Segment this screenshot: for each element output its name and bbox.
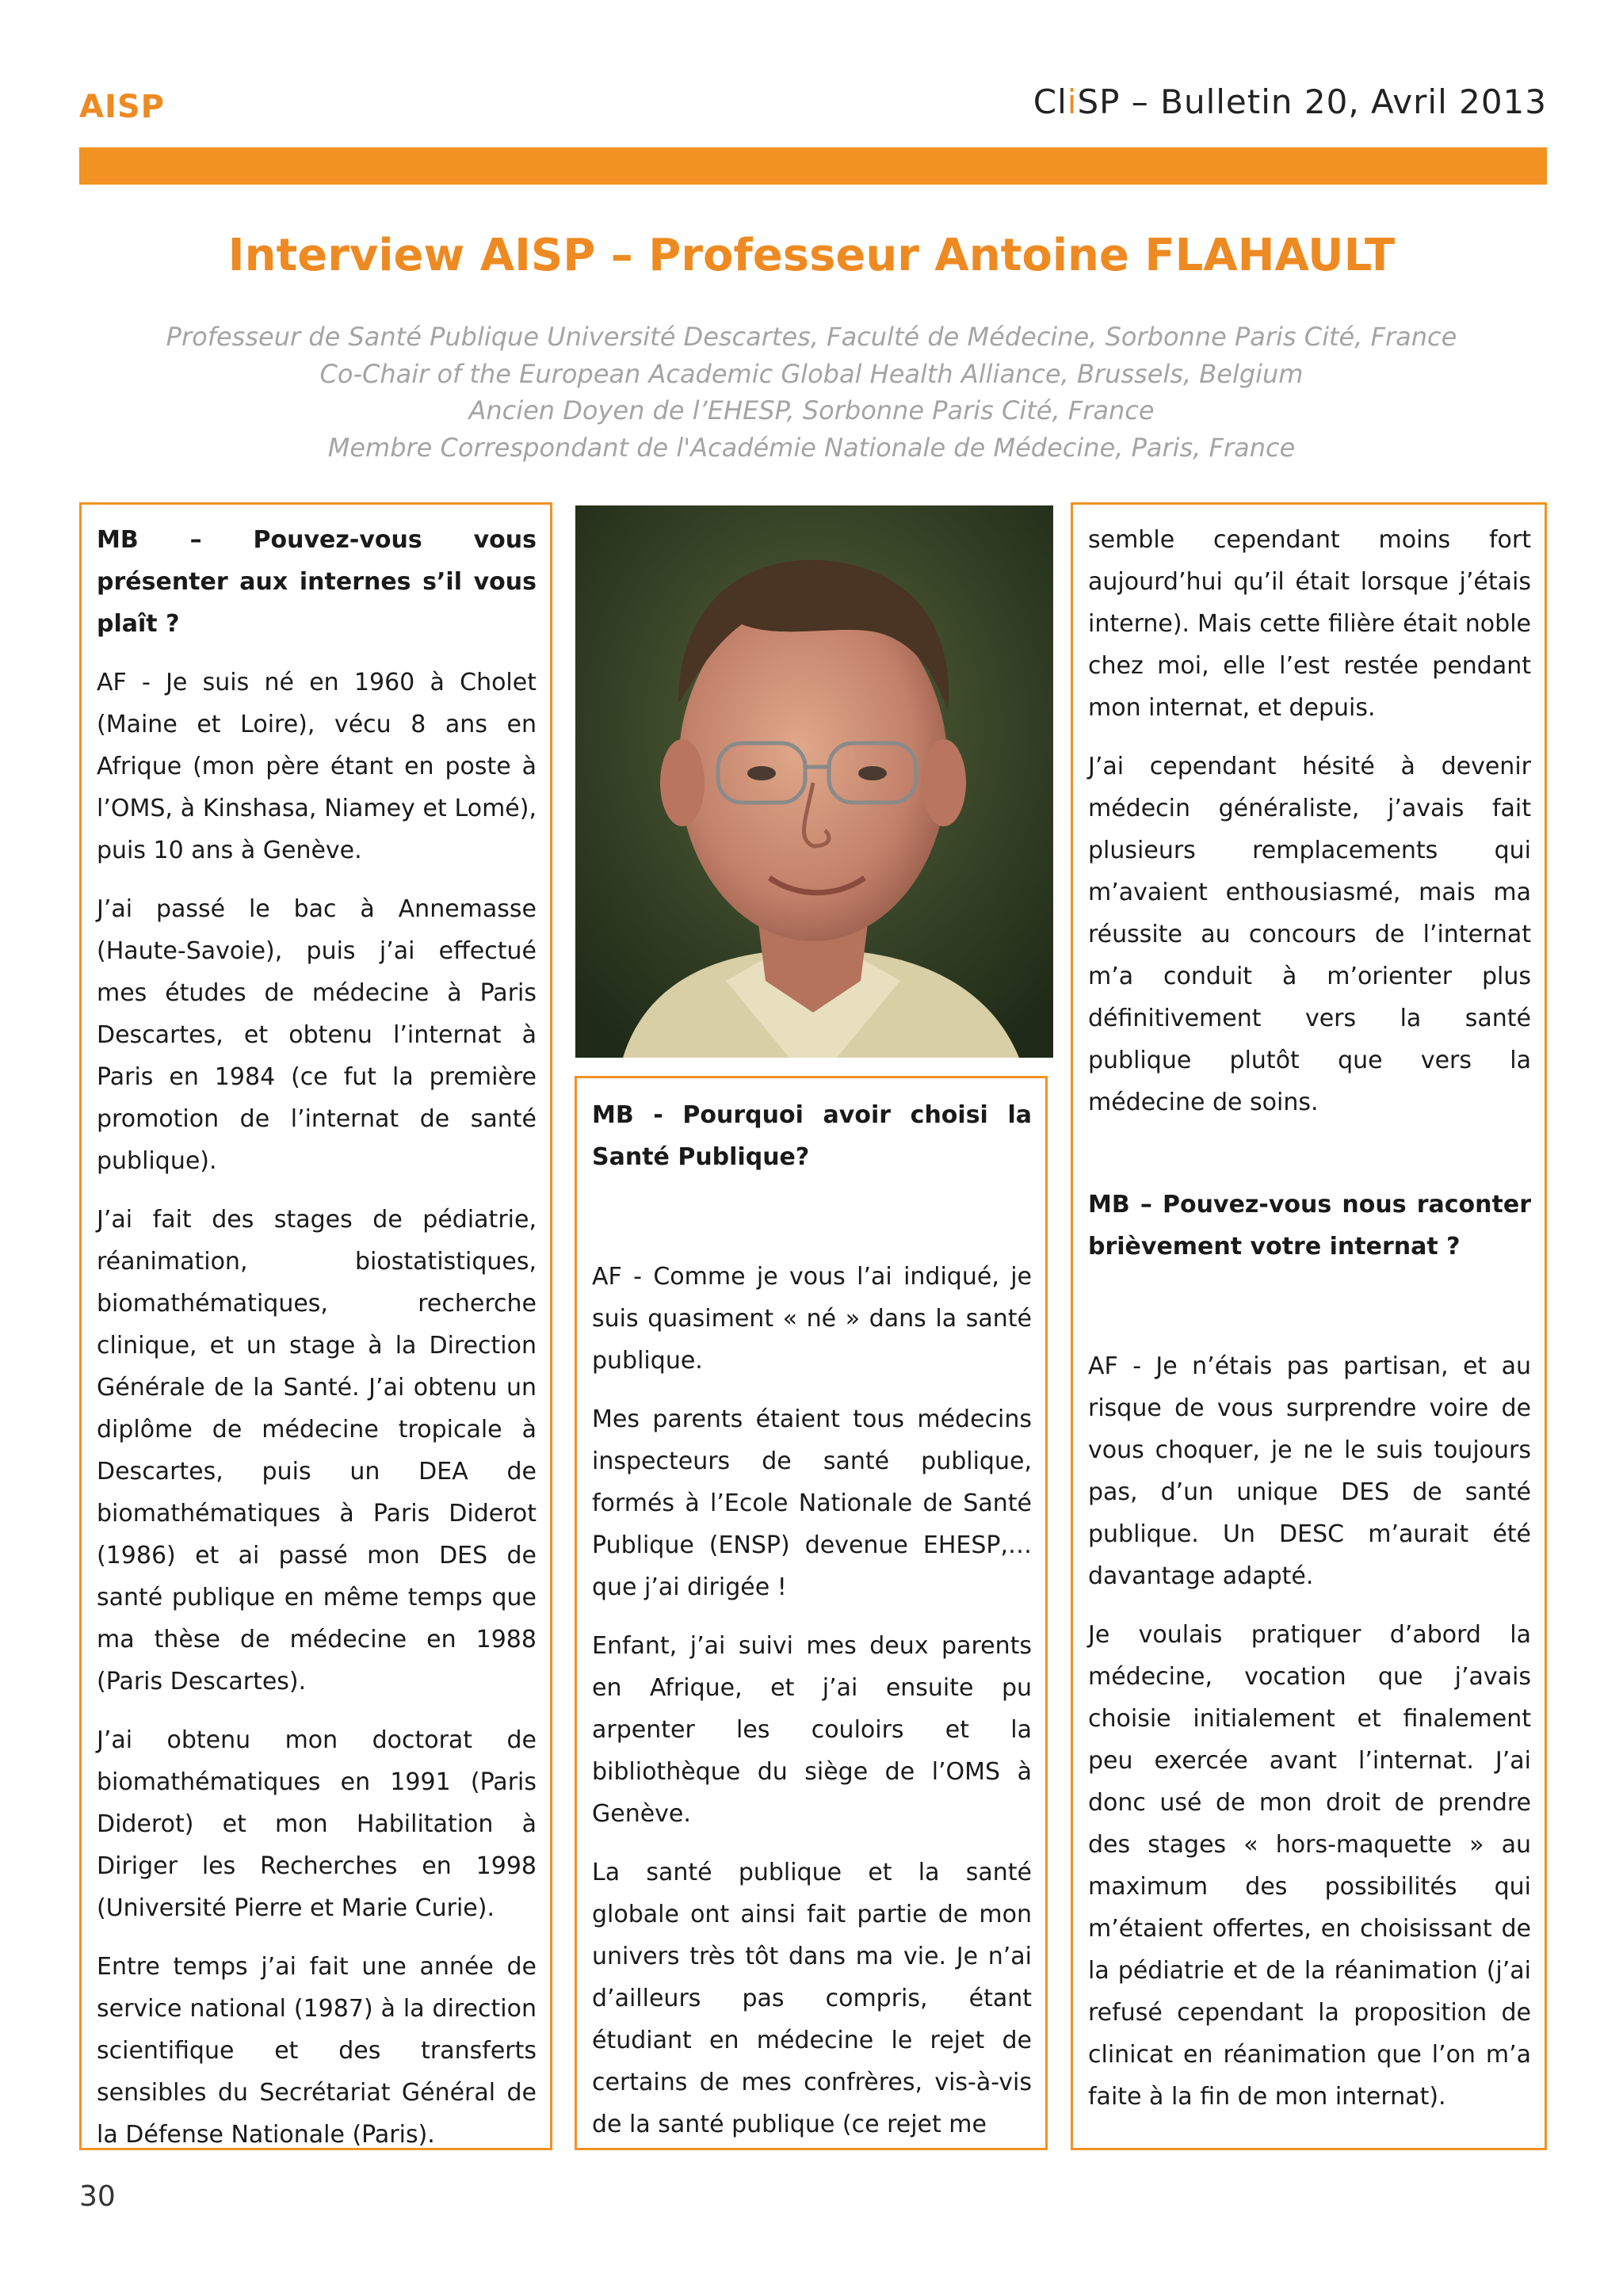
paragraph: La santé publique et la santé globale ont ainsi fait partie de mon univers très tôt dans ma vie. Je n’ai d’ailleurs pas compris, étant étudiant en médecine le rejet de certains de mes confrères, vis-à-vis de la santé publique (ce rejet me (592, 1859, 1032, 2138)
paragraph: J’ai passé le bac à Annemasse (Haute-Savoie), puis j’ai effectué mes études de médecine à Paris Descartes, et obtenu l’internat à Paris en 1984 (ce fut la première promotion de l’internat de santé publique). (97, 895, 537, 1175)
portrait-photo (575, 505, 1053, 1058)
section-label: AISP (79, 89, 165, 125)
publication-prefix: Cl (1033, 82, 1067, 121)
portrait-illustration (575, 505, 1053, 1058)
spacer (1088, 1140, 1531, 1184)
affiliations (0, 318, 1623, 466)
affiliation-line: Co-Chair of the European Academic Global Health Alliance, Brussels, Belgium (319, 358, 1304, 389)
paragraph: AF - Je n’étais pas partisan, et au risque de vous surprendre voire de vous choquer, je ne le suis toujours pas, d’un unique DES de santé publique. Un DESC m’aurait été davantage adapté. (1088, 1352, 1531, 1590)
paragraph: J’ai cependant hésité à devenir médecin généraliste, j’avais fait plusieurs remplacements qui m’avaient enthousiasmé, mais ma réussite au concours de l’internat m’a conduit à m’orienter plus définitivement vers la santé publique plutôt que vers la médecine de soins. (1088, 753, 1531, 1116)
column-left (79, 502, 552, 2150)
paragraph: Je voulais pratiquer d’abord la médecine, vocation que j’avais choisie initialement et finalement peu exercée avant l’internat. J’ai donc usé de mon droit de prendre des stages « hors-maquette » au maximum des possibilités qui m’étaient offertes, en choisissant de la pédiatrie et de la réanimation (j’ai refusé cependant la proposition de clinicat en réanimation que l’on m’a faite à la fin de mon internat). (1088, 1621, 1531, 2111)
affiliation-line: Ancien Doyen de l’EHESP, Sorbonne Paris Cité, France (468, 395, 1155, 425)
question-3: MB – Pouvez-vous nous raconter brièvement votre internat ? (1088, 1191, 1531, 1261)
affiliation-line: Membre Correspondant de l'Académie Nationale de Médecine, Paris, France (327, 432, 1296, 463)
paragraph: semble cependant moins fort aujourd’hui qu’il était lorsque j’étais interne). Mais cette filière était noble chez moi, elle l’est restée pendant mon internat, et depuis. (1088, 526, 1531, 722)
spacer (592, 1195, 1032, 1256)
article-title: Interview AISP – Professeur Antoine FLAHAULT (227, 230, 1396, 281)
paragraph: Mes parents étaient tous médecins inspecteurs de santé publique, formés à l’Ecole Nationale de Santé Publique (ENSP) devenue EHESP,… que j’ai dirigée ! (592, 1405, 1032, 1601)
paragraph: AF - Comme je vous l’ai indiqué, je suis quasiment « né » dans la santé publique. (592, 1263, 1032, 1375)
question-1: MB – Pouvez-vous vous présenter aux internes s’il vous plaît ? (97, 526, 537, 638)
paragraph: Enfant, j’ai suivi mes deux parents en Afrique, et j’ai ensuite pu arpenter les couloirs et la bibliothèque du siège de l’OMS à Genève. (592, 1632, 1032, 1828)
paragraph: J’ai obtenu mon doctorat de biomathématiques en 1991 (Paris Diderot) et mon Habilitation à Diriger les Recherches en 1998 (Université Pierre et Marie Curie). (97, 1726, 537, 1922)
question-2: MB - Pourquoi avoir choisi la Santé Publique? (592, 1101, 1032, 1171)
publication-rest: SP – Bulletin 20, Avril 2013 (1077, 82, 1547, 121)
column-middle (575, 1076, 1048, 2150)
affiliation-line: Professeur de Santé Publique Université Descartes, Faculté de Médecine, Sorbonne Paris Cité, France (166, 322, 1457, 352)
paragraph: J’ai fait des stages de pédiatrie, réanimation, biostatistiques, biomathématiques, recherche clinique, et un stage à la Direction Générale de la Santé. J’ai obtenu un diplôme de médecine tropicale à Descartes, puis un DEA de biomathématiques à Paris Diderot (1986) et ai passé mon DES de santé publique en même temps que ma thèse de médecine en 1988 (Paris Descartes). (97, 1206, 537, 1695)
paragraph: AF - Je suis né en 1960 à Cholet (Maine et Loire), vécu 8 ans en Afrique (mon père étant en poste à l’OMS, à Kinshasa, Niamey et Lomé), puis 10 ans à Genève. (97, 669, 537, 864)
column-right (1071, 502, 1547, 2150)
publication-i: i (1067, 82, 1078, 121)
publication-title (1033, 82, 1547, 121)
header-bar (79, 147, 1547, 185)
paragraph: Entre temps j’ai fait une année de service national (1987) à la direction scientifique et des transferts sensibles du Secrétariat Général de la Défense Nationale (Paris). (97, 1953, 537, 2149)
spacer (1088, 1284, 1531, 1345)
page-number: 30 (79, 2180, 116, 2213)
